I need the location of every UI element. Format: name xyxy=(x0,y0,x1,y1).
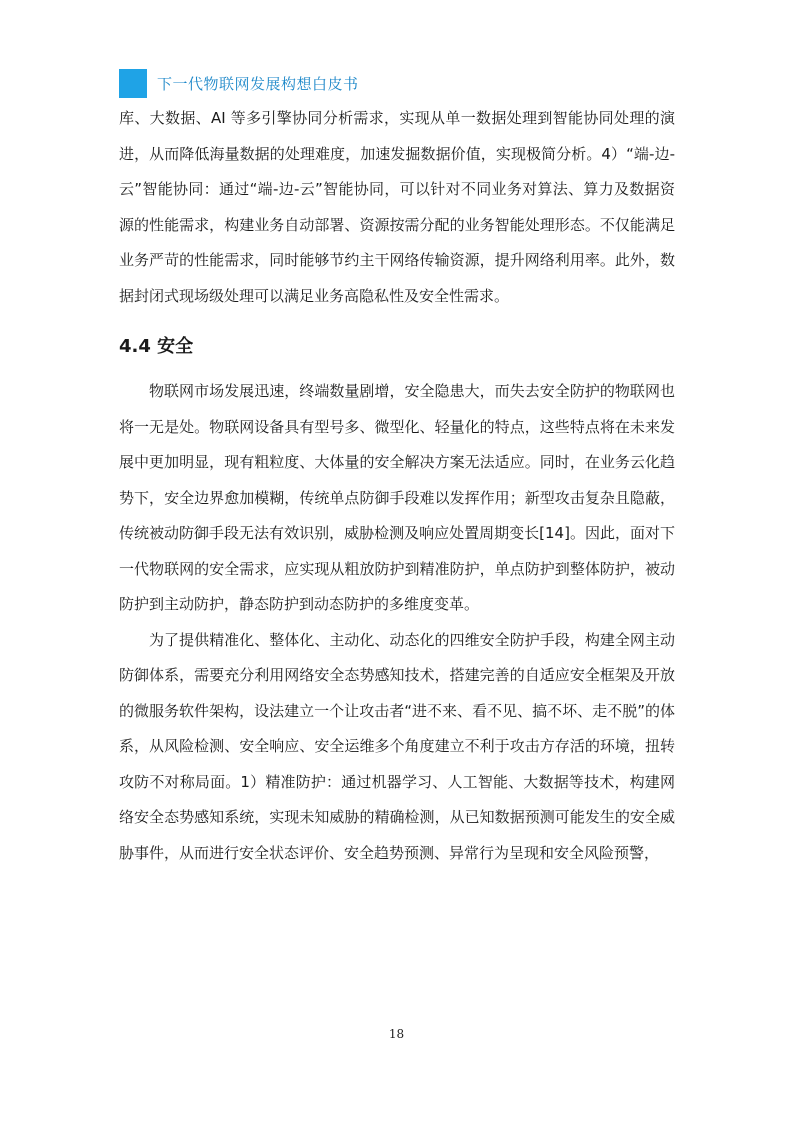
page-header xyxy=(119,69,359,98)
page-content xyxy=(119,101,675,871)
section-title: 4.4 安全 xyxy=(119,336,194,357)
header-color-block xyxy=(119,69,147,98)
header-title: 下一代物联网发展构想白皮书 xyxy=(157,75,359,93)
paragraph-continued: 库、大数据、AI 等多引擎协同分析需求，实现从单一数据处理到智能协同处理的演进，从而降低海量数据的处理难度，加速发掘数据价值，实现极简分析。4）“端-边-云”智能协同：通过“端-边-云”智能协同，可以针对不同业务对算法、算力及数据资源的性能需求，构建业务自动部署、资源按需分配的业务智能处理形态。不仅能满足业务严苛的性能需求，同时能够节约主干网络传输资源，提升网络利用率。此外，数据封闭式现场级处理可以满足业务高隐私性及安全性需求。 xyxy=(119,109,675,305)
paragraph-1: 物联网市场发展迅速，终端数量剧增，安全隐患大，而失去安全防护的物联网也将一无是处。物联网设备具有型号多、微型化、轻量化的特点，这些特点将在未来发展中更加明显，现有粗粒度、大体量的安全解决方案无法适应。同时，在业务云化趋势下，安全边界愈加模糊，传统单点防御手段难以发挥作用；新型攻击复杂且隐蔽，传统被动防御手段无法有效识别，威胁检测及响应处置周期变长[14]。因此，面对下一代物联网的安全需求，应实现从粗放防护到精准防护，单点防护到整体防护，被动防护到主动防护，静态防护到动态防护的多维度变革。 xyxy=(119,382,675,613)
page-number: 18 xyxy=(388,1027,405,1041)
paragraph-2: 为了提供精准化、整体化、主动化、动态化的四维安全防护手段，构建全网主动防御体系，需要充分利用网络安全态势感知技术，搭建完善的自适应安全框架及开放的微服务软件架构，设法建立一个让攻击者“进不来、看不见、搞不坏、走不脱”的体系，从风险检测、安全响应、安全运维多个角度建立不利于攻击方存活的环境，扭转攻防不对称局面。1）精准防护：通过机器学习、人工智能、大数据等技术，构建网络安全态势感知系统，实现未知威胁的精确检测，从已知数据预测可能发生的安全威胁事件，从而进行安全状态评价、安全趋势预测、异常行为呈现和安全风险预警， xyxy=(119,630,675,862)
